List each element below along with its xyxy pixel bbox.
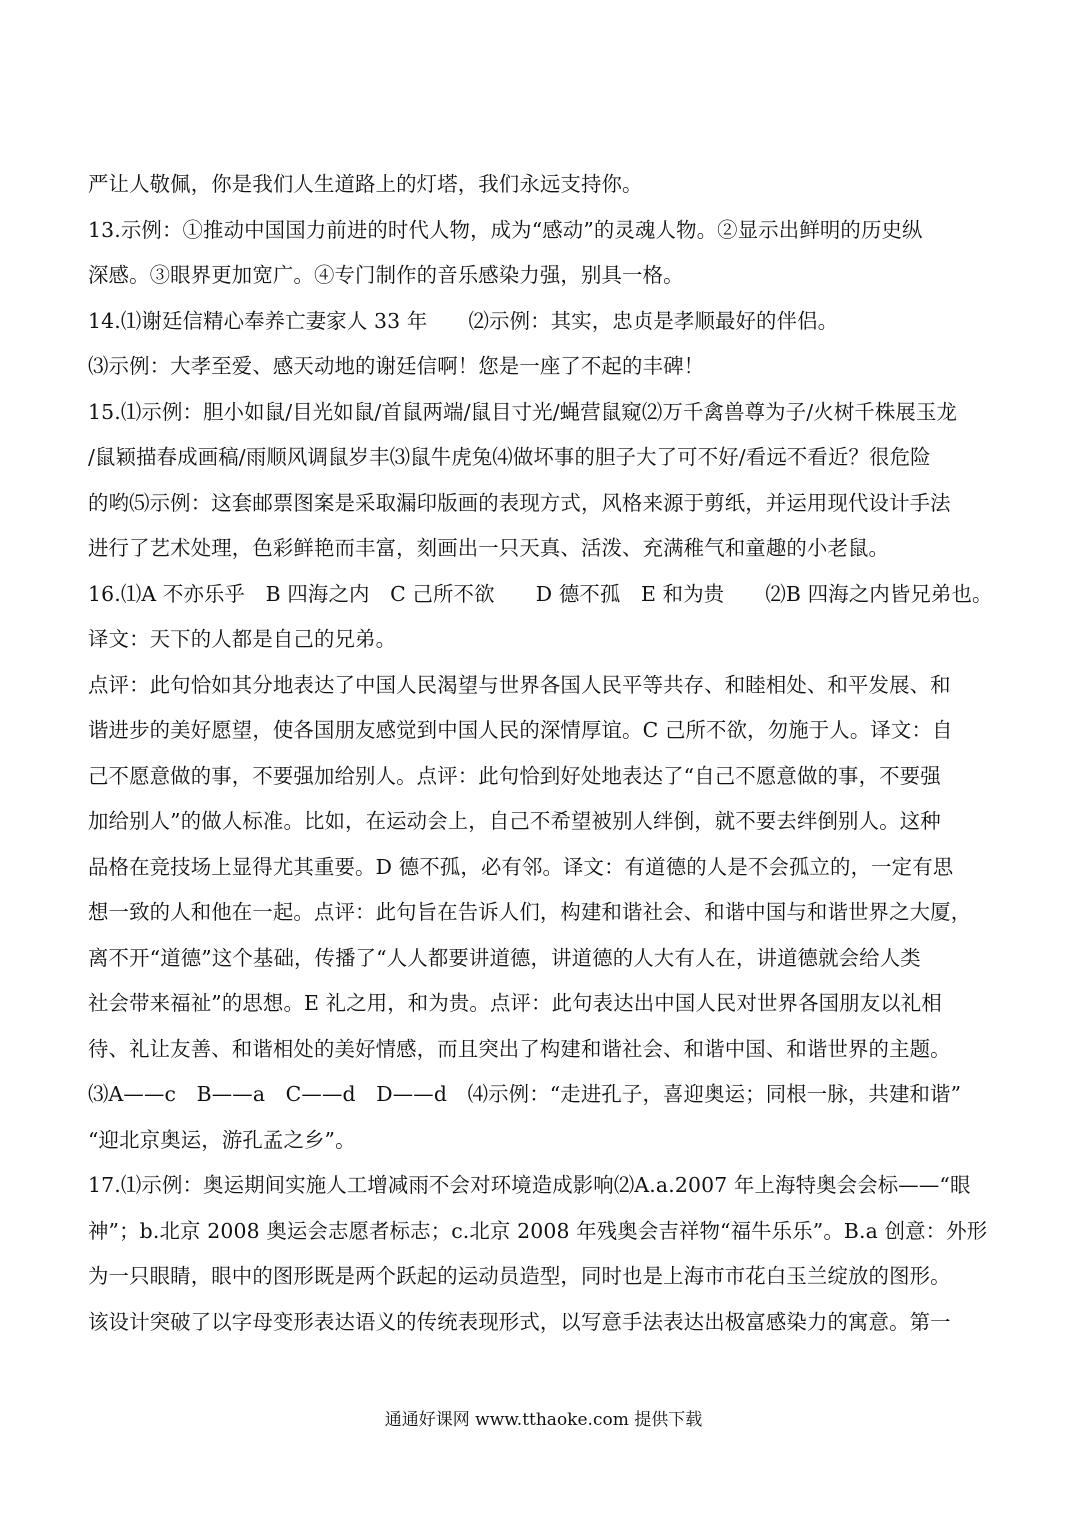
document-body — [88, 162, 1000, 1345]
text-line: 社会带来福祉”的思想。E 礼之用，和为贵。点评：此句表达出中国人民对世界各国朋友以礼相 — [88, 991, 942, 1015]
text-line: 的哟⑸示例：这套邮票图案是采取漏印版画的表现方式，风格来源于剪纸，并运用现代设计手法 — [88, 490, 951, 515]
text-line: 17.⑴示例：奥运期间实施人工增减雨不会对环境造成影响⑵A.a.2007 年上海特奥会会标——“眼 — [88, 1173, 971, 1197]
text-line: 译文：天下的人都是自己的兄弟。 — [88, 627, 397, 651]
text-line: 进行了艺术处理，色彩鲜艳而丰富，刻画出一只天真、活泼、充满稚气和童趣的小老鼠。 — [88, 536, 890, 560]
text-line: 该设计突破了以字母变形表达语义的传统表现形式，以写意手法表达出极富感染力的寓意。第一 — [88, 1309, 951, 1334]
text-line: 15.⑴示例：胆小如鼠/目光如鼠/首鼠两端/鼠目寸光/蝇营鼠窥⑵万千禽兽尊为子/火树千株展玉龙 — [88, 399, 958, 424]
text-line: 为一只眼睛，眼中的图形既是两个跃起的运动员造型，同时也是上海市市花白玉兰绽放的图形。 — [88, 1264, 951, 1288]
text-line: 13.示例：①推动中国国力前进的时代人物，成为“感动”的灵魂人物。②显示出鲜明的历史纵 — [88, 217, 923, 242]
text-line: 加给别人”的做人标准。比如，在运动会上，自己不希望被别人绊倒，就不要去绊倒别人。这种 — [88, 809, 941, 833]
text-line: 16.⑴A 不亦乐乎 B 四海之内 C 己所不欲 D 德不孤 E 和为贵 ⑵B 四海之内皆兄弟也。 — [88, 581, 993, 606]
page-footer: 通通好课网 www.tthaoke.com 提供下载 — [384, 1410, 703, 1430]
text-line: 谐进步的美好愿望，使各国朋友感觉到中国人民的深情厚谊。C 己所不欲，勿施于人。译文：自 — [88, 718, 953, 742]
text-line: 14.⑴谢廷信精心奉养亡妻家人 33 年 ⑵示例：其实，忠贞是孝顺最好的伴侣。 — [88, 308, 839, 333]
text-line: 深感。③眼界更加宽广。④专门制作的音乐感染力强，别具一格。 — [88, 263, 684, 287]
text-line: 神”；b.北京 2008 奥运会志愿者标志；c.北京 2008 年残奥会吉祥物“福牛乐乐”。B.a 创意：外形 — [88, 1218, 988, 1243]
text-line: 待、礼让友善、和谐相处的美好情感，而且突出了构建和谐社会、和谐中国、和谐世界的主题。 — [88, 1036, 951, 1061]
text-line: 点评：此句恰如其分地表达了中国人民渴望与世界各国人民平等共存、和睦相处、和平发展、和 — [88, 672, 951, 697]
text-line: 品格在竞技场上显得尤其重要。D 德不孤，必有邻。译文：有道德的人是不会孤立的，一定有思 — [88, 854, 954, 879]
text-line: 想一致的人和他在一起。点评：此句旨在告诉人们，构建和谐社会、和谐中国与和谐世界之大厦， — [88, 900, 972, 924]
text-line: /鼠颖描春成画稿/雨顺风调鼠岁丰⑶鼠牛虎兔⑷做坏事的胆子大了可不好/看远不看近？很危险 — [88, 445, 931, 469]
text-line: 己不愿意做的事，不要强加给别人。点评：此句恰到好处地表达了“自己不愿意做的事，不要强 — [88, 763, 941, 788]
text-line: ⑶A——c B——a C——d D——d ⑷示例：“走进孔子，喜迎奥运；同根一脉，共建和谐” — [88, 1082, 962, 1106]
text-line: ⑶示例：大孝至爱、感天动地的谢廷信啊！您是一座了不起的丰碑！ — [88, 354, 705, 378]
text-line: 严让人敬佩，你是我们人生道路上的灯塔，我们永远支持你。 — [88, 172, 643, 196]
text-line: 离不开“道德”这个基础，传播了“人人都要讲道德，讲道德的人大有人在，讲道德就会给人类 — [88, 945, 921, 970]
text-line: “迎北京奥运，游孔孟之乡”。 — [88, 1127, 356, 1152]
